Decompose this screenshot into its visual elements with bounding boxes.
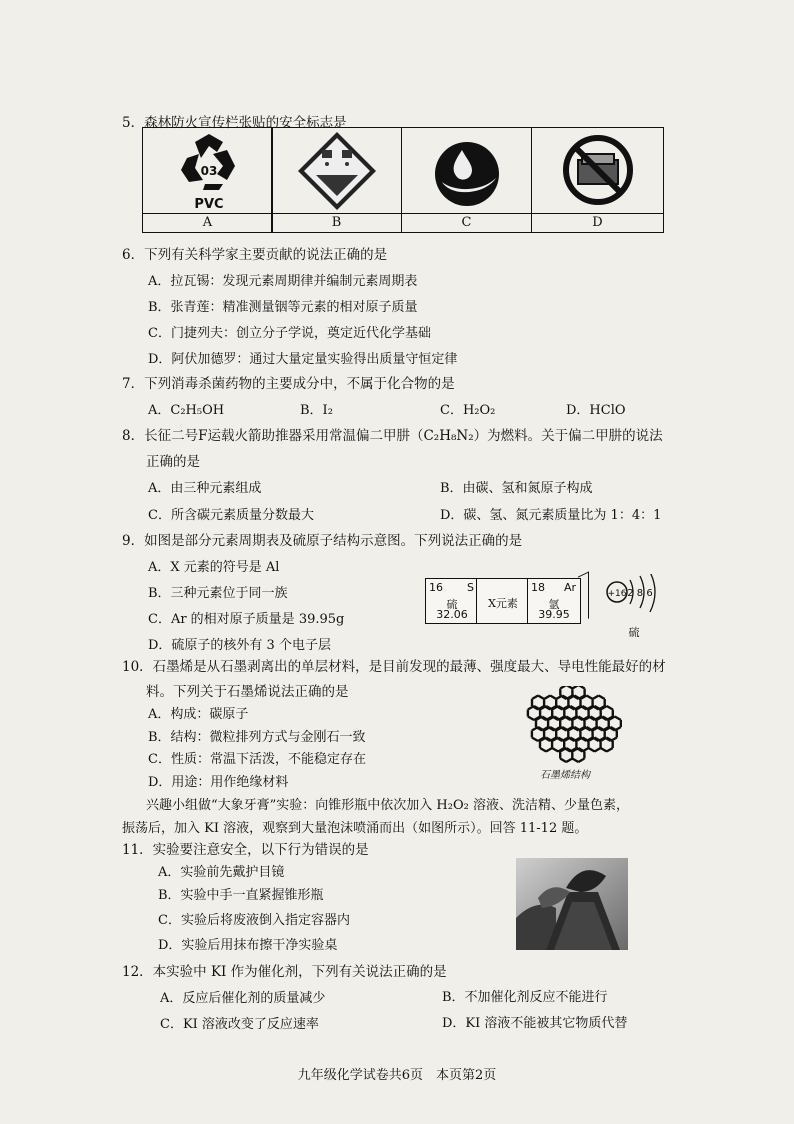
q6-option-d[interactable]: D．阿伏加德罗：通过大量定量实验得出质量守恒定律 bbox=[148, 352, 458, 367]
recycle-code: 03 bbox=[200, 164, 218, 178]
q11-option-c[interactable]: C．实验后将废液倒入指定容器内 bbox=[158, 913, 350, 928]
q9-option-a[interactable]: A．X 元素的符号是 Al bbox=[148, 560, 280, 575]
graphene-lattice bbox=[528, 686, 621, 762]
recycle-icon bbox=[143, 128, 274, 214]
q10-option-a[interactable]: A．构成：碳原子 bbox=[148, 707, 249, 722]
q8-stem-line2: 正确的是 bbox=[146, 454, 200, 470]
q10-option-c[interactable]: C．性质：常温下活泼，不能稳定存在 bbox=[148, 752, 366, 767]
q6-option-a[interactable]: A．拉瓦锡：发现元素周期律并编制元素周期表 bbox=[148, 274, 418, 289]
q10-option-b[interactable]: B．结构：微粒排列方式与金刚石一致 bbox=[148, 730, 366, 745]
q10-stem-line1: 10．石墨烯是从石墨剥离出的单层材料，是目前发现的最薄、强度最大、导电性能最好的材 bbox=[122, 659, 666, 675]
q7-option-d[interactable]: D．HClO bbox=[566, 403, 626, 418]
periodic-table-fragment bbox=[425, 578, 605, 626]
q7-option-b[interactable]: B．I₂ bbox=[300, 403, 333, 418]
element-x bbox=[476, 578, 530, 624]
q9-stem: 9．如图是部分元素周期表及硫原子结构示意图。下列说法正确的是 bbox=[122, 533, 523, 549]
q5-label-b: B bbox=[331, 215, 342, 230]
atom-label: 硫 bbox=[628, 626, 640, 639]
q6-option-c[interactable]: C．门捷列夫：创立分子学说，奠定近代化学基础 bbox=[148, 326, 431, 341]
q12-option-a[interactable]: A．反应后催化剂的质量减少 bbox=[160, 991, 326, 1006]
q11-option-a[interactable]: A．实验前先戴护目镜 bbox=[158, 865, 285, 880]
corrosive-hazard-icon bbox=[272, 128, 403, 214]
q5-option-a[interactable] bbox=[142, 127, 273, 233]
q7-option-a[interactable]: A．C₂H₅OH bbox=[148, 403, 225, 418]
no-matches-icon bbox=[532, 128, 665, 214]
q11-option-b[interactable]: B．实验中手一直紧握锥形瓶 bbox=[158, 888, 324, 903]
element-mass: 32.06 bbox=[436, 608, 468, 621]
q7-stem: 7．下列消毒杀菌药物的主要成分中，不属于化合物的是 bbox=[122, 376, 455, 392]
atom-nucleus: +16 bbox=[607, 589, 627, 599]
element-symbol: S bbox=[467, 581, 474, 594]
q9-option-b[interactable]: B．三种元素位于同一族 bbox=[148, 586, 288, 601]
q5-stem: 5．森林防火宣传栏张贴的安全标志是 bbox=[122, 115, 347, 131]
q5-label-c: C bbox=[461, 215, 472, 230]
element-argon bbox=[527, 578, 581, 624]
element-name: 氩 bbox=[548, 598, 560, 611]
element-number: 16 bbox=[429, 581, 443, 594]
box-3d-edge bbox=[578, 571, 589, 623]
q6-stem: 6．下列有关科学家主要贡献的说法正确的是 bbox=[122, 247, 388, 263]
q5-option-b[interactable] bbox=[271, 127, 402, 233]
element-name: 硫 bbox=[446, 598, 458, 611]
q8-option-a[interactable]: A．由三种元素组成 bbox=[148, 481, 262, 496]
intro-line2: 振荡后，加入 KI 溶液，观察到大量泡沫喷涌而出（如图所示）。回答 11-12 题。 bbox=[122, 821, 588, 836]
graphene-structure-figure bbox=[522, 686, 622, 764]
q5-sign-table bbox=[142, 127, 664, 233]
sulfur-atom-diagram bbox=[604, 574, 679, 642]
element-mass: 39.95 bbox=[538, 608, 570, 621]
q12-option-d[interactable]: D．KI 溶液不能被其它物质代替 bbox=[442, 1016, 628, 1031]
q6-option-b[interactable]: B．张青莲：精准测量铟等元素的相对原子质量 bbox=[148, 300, 418, 315]
q8-option-b[interactable]: B．由碳、氢和氮原子构成 bbox=[440, 481, 593, 496]
q10-stem-line2: 料。下列关于石墨烯说法正确的是 bbox=[146, 684, 349, 700]
q12-stem: 12．本实验中 KI 作为催化剂，下列有关说法正确的是 bbox=[122, 964, 447, 980]
q11-option-d[interactable]: D．实验后用抹布擦干净实验桌 bbox=[158, 938, 338, 953]
q10-option-d[interactable]: D．用途：用作绝缘材料 bbox=[148, 775, 289, 790]
atom-shells: 2 8 6 bbox=[627, 588, 653, 599]
q5-option-c[interactable] bbox=[401, 127, 532, 233]
q12-option-c[interactable]: C．KI 溶液改变了反应速率 bbox=[160, 1017, 319, 1032]
no-water-flame-icon bbox=[402, 128, 533, 214]
q9-option-c[interactable]: C．Ar 的相对原子质量是 39.95g bbox=[148, 612, 345, 627]
recycle-text: PVC bbox=[194, 197, 224, 212]
q12-option-b[interactable]: B．不加催化剂反应不能进行 bbox=[442, 990, 608, 1005]
element-number: 18 bbox=[531, 581, 545, 594]
page-footer: 九年级化学试卷共6页 本页第2页 bbox=[297, 1068, 497, 1083]
q8-stem-line1: 8．长征二号F运载火箭助推器采用常温偏二甲肼（C₂H₈N₂）为燃料。关于偏二甲肼的说法 bbox=[122, 428, 663, 444]
q7-option-c[interactable]: C．H₂O₂ bbox=[440, 403, 496, 418]
q5-label-d: D bbox=[592, 215, 603, 230]
intro-line1: 兴趣小组做“大象牙膏”实验：向锥形瓶中依次加入 H₂O₂ 溶液、洗洁精、少量色素， bbox=[146, 798, 629, 813]
q5-label-a: A bbox=[202, 215, 213, 230]
element-name: X元素 bbox=[488, 597, 518, 610]
element-symbol: Ar bbox=[563, 581, 576, 594]
q5-option-d[interactable] bbox=[531, 127, 664, 233]
q9-option-d[interactable]: D．硫原子的核外有 3 个电子层 bbox=[148, 638, 331, 653]
q8-option-c[interactable]: C．所含碳元素质量分数最大 bbox=[148, 508, 314, 523]
elephant-toothpaste-photo bbox=[516, 858, 628, 950]
element-sulfur bbox=[425, 578, 479, 624]
q11-stem: 11．实验要注意安全，以下行为错误的是 bbox=[122, 842, 369, 858]
graphene-caption: 石墨烯结构 bbox=[540, 770, 590, 781]
q8-option-d[interactable]: D．碳、氢、氮元素质量比为 1：4：1 bbox=[440, 508, 662, 523]
